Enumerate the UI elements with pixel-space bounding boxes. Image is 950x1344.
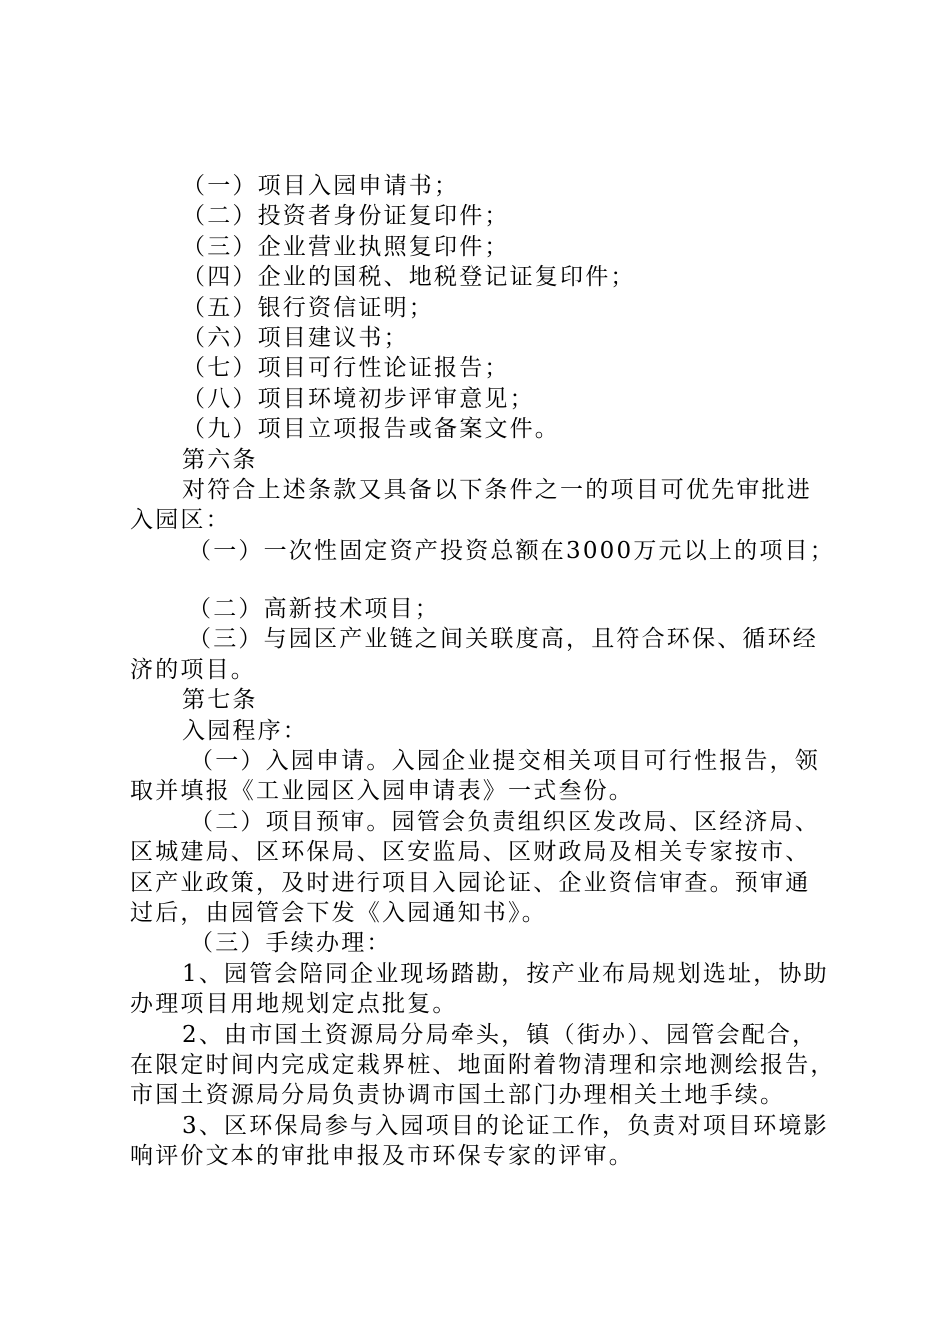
text-line: （一）入园申请。入园企业提交相关项目可行性报告，领 (190, 748, 820, 775)
text-line: （三）企业营业执照复印件； (182, 233, 510, 260)
text-line: 济的项目。 (130, 656, 256, 683)
text-line: （九）项目立项报告或备案文件。 (182, 416, 560, 443)
text-line: （六）项目建议书； (182, 324, 409, 351)
text-line: 在限定时间内完成定栽界桩、地面附着物清理和宗地测绘报告， (130, 1051, 836, 1078)
document-body (130, 171, 836, 1172)
text-line: （三）手续办理： (190, 930, 392, 957)
text-line: 3、区环保局参与入园项目的论证工作，负责对项目环境影 (182, 1112, 829, 1139)
text-line: （一）一次性固定资产投资总额在3000万元以上的项目； (188, 537, 835, 564)
text-line: 入园程序： (182, 717, 308, 744)
text-line: 入园区： (130, 507, 231, 534)
text-line: （八）项目环境初步评审意见； (182, 385, 535, 412)
text-line: 市国土资源局分局负责协调市国土部门办理相关土地手续。 (130, 1082, 786, 1109)
text-line: （四）企业的国税、地税登记证复印件； (182, 264, 636, 291)
text-line: 区产业政策，及时进行项目入园论证、企业资信审查。预审通 (130, 869, 811, 896)
text-line: （五）银行资信证明； (182, 294, 434, 321)
text-line: （七）项目可行性论证报告； (182, 355, 510, 382)
article-heading: 第七条 (182, 687, 258, 714)
text-line: （二）高新技术项目； (188, 596, 440, 623)
text-line: 2、由市国土资源局分局牵头，镇（街办）、园管会配合， (182, 1021, 818, 1048)
text-line: 区城建局、区环保局、区安监局、区财政局及相关专家按市、 (130, 839, 811, 866)
text-line: 对符合上述条款又具备以下条件之一的项目可优先审批进 (182, 476, 812, 503)
text-line: 1、园管会陪同企业现场踏勘，按产业布局规划选址，协助 (182, 960, 829, 987)
article-heading: 第六条 (182, 446, 258, 473)
text-line: 取并填报《工业园区入园申请表》一式叁份。 (130, 778, 634, 805)
text-line: （二）项目预审。园管会负责组织区发改局、区经济局、 (190, 808, 820, 835)
text-line: （一）项目入园申请书； (182, 173, 460, 199)
blank-line (130, 566, 830, 594)
text-line: （三）与园区产业链之间关联度高，且符合环保、循环经 (188, 626, 818, 653)
text-line: 办理项目用地规划定点批复。 (130, 991, 458, 1018)
text-line: 过后，由园管会下发《入园通知书》。 (130, 899, 547, 926)
text-line: 响评价文本的审批申报及市环保专家的评审。 (130, 1143, 634, 1170)
text-line: （二）投资者身份证复印件； (182, 203, 510, 230)
